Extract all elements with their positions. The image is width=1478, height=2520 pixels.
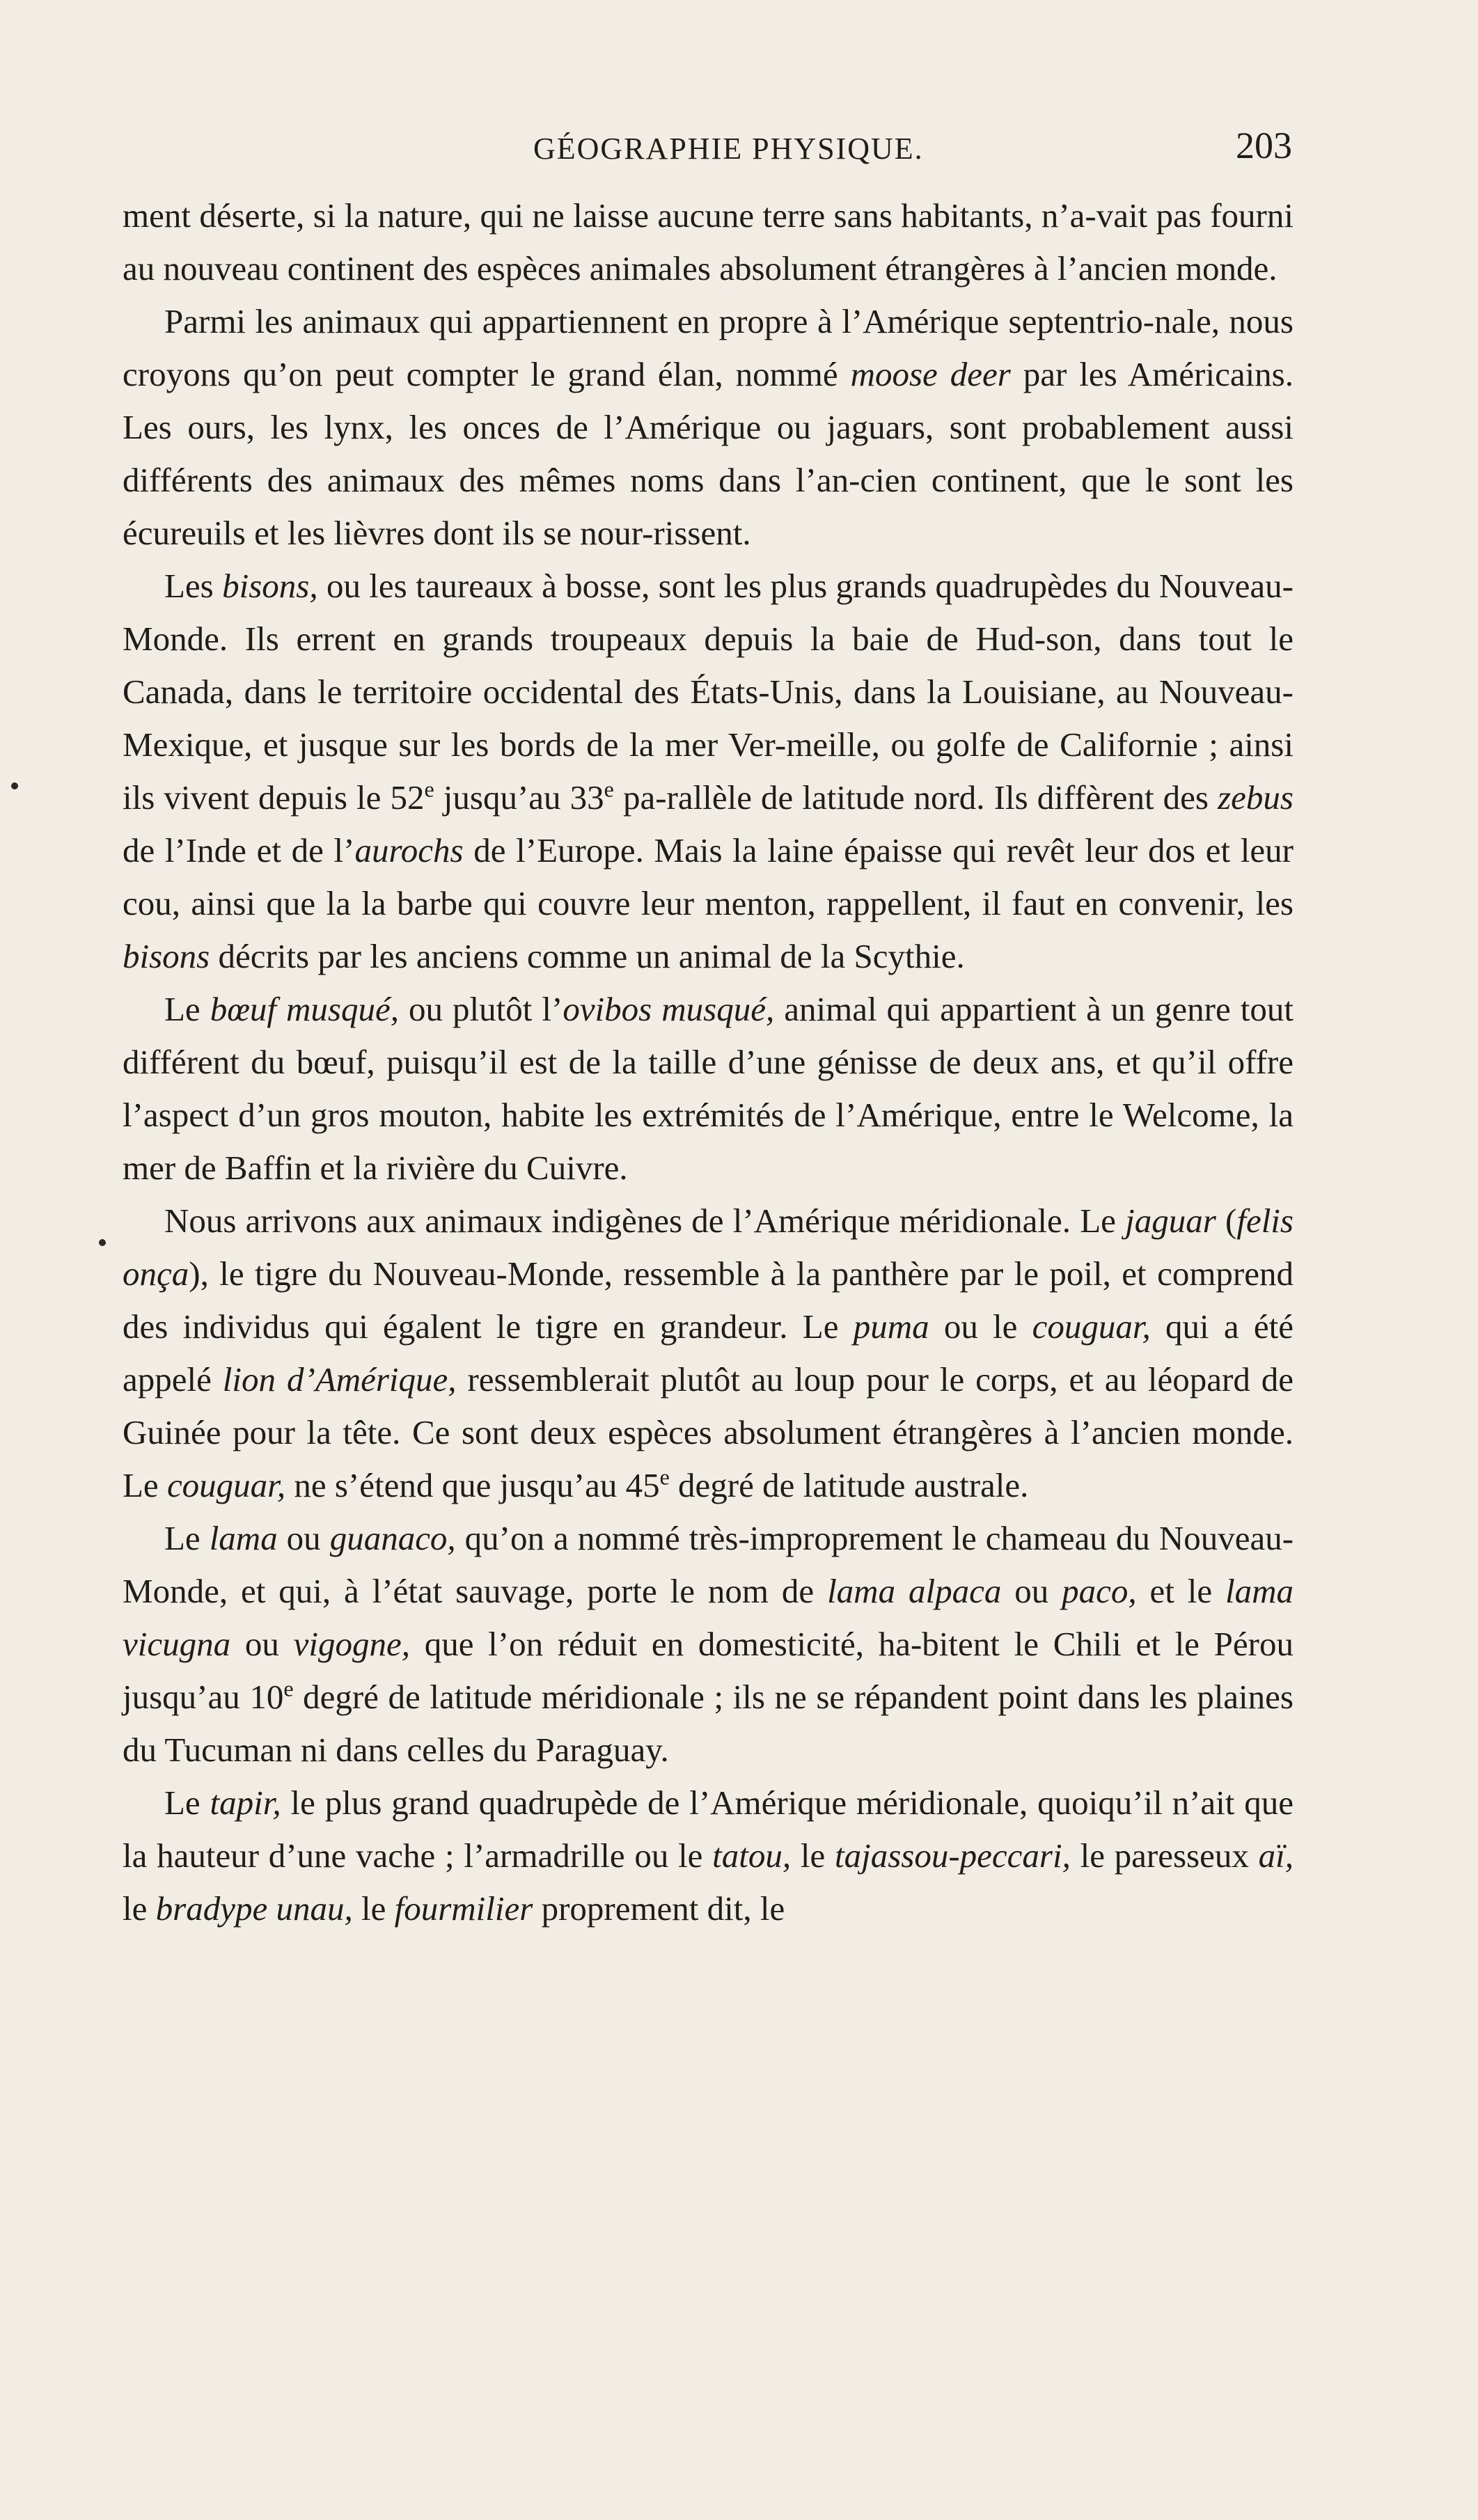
text-run: degré de latitude méridionale ; ils ne se répandent point dans les plaines du Tucuman ni dans celles du Paraguay. [123, 1678, 1294, 1769]
italic-term: paco, [1062, 1572, 1137, 1610]
italic-term: lion d’Amérique, [222, 1360, 457, 1399]
text-run: Les [164, 567, 223, 605]
italic-term: tapir, [210, 1783, 281, 1822]
italic-term: felis onça [123, 1202, 1294, 1293]
text-run: ment déserte, si la nature, qui ne laisse aucune terre sans habitants, n’a-vait pas fourni au nouveau continent des espèces animales absolument étrangères à l’ancien monde. [123, 196, 1294, 288]
text-run: Nous arrivons aux animaux indigènes de l’Amérique méridionale. Le [164, 1202, 1126, 1240]
text-run: le [352, 1889, 395, 1928]
text-run: Le [164, 1519, 210, 1557]
text-run: que l’on réduit en domesticité, ha-bitent le Chili et le Pérou jusqu’au 10 [123, 1625, 1294, 1716]
italic-term: guanaco, [329, 1519, 456, 1557]
italic-term: couguar, [1032, 1307, 1151, 1346]
italic-term: lama vicugna [123, 1572, 1294, 1663]
page-number: 203 [1236, 125, 1292, 166]
italic-term: zebus [1218, 778, 1294, 817]
text-run: ou plutôt l’ [398, 990, 563, 1028]
paragraph [123, 560, 1294, 983]
italic-term: bradype unau, [155, 1889, 353, 1928]
text-run: le [123, 1889, 156, 1928]
italic-term: aurochs [354, 831, 464, 869]
paragraph [123, 189, 1294, 295]
body-text [123, 189, 1294, 1935]
text-run: ), le tigre du Nouveau-Monde, ressemble à la panthère par le poil, et comprend des individus qui égalent le tigre en grandeur. Le [123, 1254, 1294, 1346]
text-run: proprement dit, le [533, 1889, 785, 1928]
text-run: pa-rallèle de latitude nord. Ils diffèrent des [613, 778, 1218, 817]
text-run: ne s’étend que jusqu’au 45 [285, 1466, 660, 1504]
text-run: le paresseux [1070, 1836, 1259, 1875]
text-run: de l’Europe. Mais la laine épaisse qui revêt leur dos et leur cou, ainsi que la la barbe qui couvre leur menton, rappellent, il faut en convenir, les [123, 831, 1294, 922]
text-run: Parmi les animaux qui appartiennent en propre à l’Amérique septentrio-nale, nous croyons qu’on peut compter le grand élan, nommé [123, 302, 1294, 393]
italic-term: jaguar [1125, 1202, 1216, 1240]
text-run: ou le [929, 1307, 1032, 1346]
paragraph [123, 1195, 1294, 1512]
paragraph [123, 295, 1294, 560]
text-run: qui a été appelé [123, 1307, 1294, 1399]
text-run: et le [1136, 1572, 1225, 1610]
italic-term: tajassou-peccari, [834, 1836, 1071, 1875]
ordinal-superscript: e [424, 776, 434, 802]
text-run: le plus grand quadrupède de l’Amérique méridionale, quoiqu’il n’ait que la hauteur d’une vache ; l’armadrille ou le [123, 1783, 1294, 1875]
text-run: qu’on a nommé très-improprement le chameau du Nouveau-Monde, et qui, à l’état sauvage, porte le nom de [123, 1519, 1294, 1610]
italic-term: bisons, [222, 567, 318, 605]
running-title: GÉOGRAPHIE PHYSIQUE. [533, 132, 924, 166]
paragraph [123, 983, 1294, 1195]
text-run: le [791, 1836, 835, 1875]
text-run: animal qui appartient à un genre tout différent du bœuf, puisqu’il est de la taille d’une génisse de deux ans, et qu’il offre l’aspect d’un gros mouton, habite les extrémités de l’Amérique, entre le Welcome, la mer de Baffin et la rivière du Cuivre. [123, 990, 1294, 1187]
text-run: ou [277, 1519, 330, 1557]
italic-term: fourmilier [394, 1889, 533, 1928]
text-run: ou les taureaux à bosse, sont les plus grands quadrupèdes du Nouveau-Monde. Ils errent en grands troupeaux depuis la baie de Hud-son, dans tout le Canada, dans le territoire occidental des États-Unis, dans la Louisiane, au Nouveau-Mexique, et jusque sur les bords de la mer Ver-meille, ou golfe de Californie ; ainsi ils vivent depuis le 52 [123, 567, 1294, 817]
text-run: ( [1216, 1202, 1237, 1240]
print-speck-mark [11, 782, 18, 789]
text-run: ou [1001, 1572, 1062, 1610]
ordinal-superscript: e [659, 1464, 670, 1490]
italic-term: bœuf musqué, [210, 990, 399, 1028]
text-run: Le [164, 1783, 210, 1822]
italic-term: lama alpaca [827, 1572, 1002, 1610]
ordinal-superscript: e [604, 776, 614, 802]
text-run: de l’Inde et de l’ [123, 831, 355, 869]
text-run: ou [230, 1625, 294, 1663]
text-run: jusqu’au 33 [434, 778, 604, 817]
italic-term: ovibos musqué, [563, 990, 775, 1028]
text-run: Le [164, 990, 210, 1028]
text-run: degré de latitude australe. [669, 1466, 1029, 1504]
page-header [123, 124, 1292, 173]
text-run: décrits par les anciens comme un animal de la Scythie. [210, 937, 965, 975]
italic-term: aï, [1258, 1836, 1294, 1875]
italic-term: couguar, [166, 1466, 286, 1504]
italic-term: puma [853, 1307, 929, 1346]
text-run: ressemblerait plutôt au loup pour le corps, et au léopard de Guinée pour la tête. Ce sont deux espèces absolument étrangères à l’ancien monde. Le [123, 1360, 1294, 1504]
italic-term: bisons [123, 937, 210, 975]
italic-term: vigogne, [293, 1625, 410, 1663]
italic-term: moose deer [850, 355, 1011, 393]
paragraph [123, 1512, 1294, 1777]
text-run: par les Américains. Les ours, les lynx, les onces de l’Amérique ou jaguars, sont probablement aussi différents des animaux des mêmes noms dans l’an-cien continent, que le sont les écureuils et les lièvres dont ils se nour-rissent. [123, 355, 1294, 552]
ordinal-superscript: e [283, 1676, 294, 1701]
paragraph [123, 1777, 1294, 1935]
print-speck-mark [99, 1239, 106, 1246]
italic-term: lama [209, 1519, 278, 1557]
italic-term: tatou, [712, 1836, 792, 1875]
